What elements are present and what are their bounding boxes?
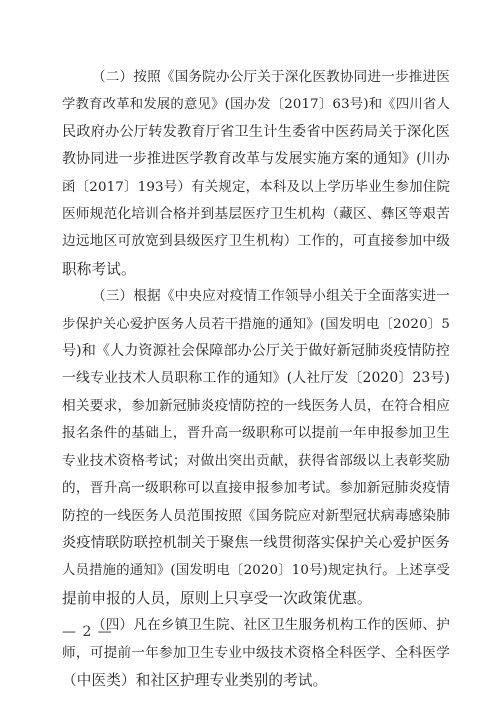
text-line: （二）按照《国务院办公厅关于深化医教协同进一步推进医 [92, 69, 450, 85]
text-line: 炎疫情联防联控机制关于聚焦一线贯彻落实保护关心爱护医务 [62, 534, 450, 551]
text-line: 专业技术资格考试；对做出突出贡献，获得省部级以上表彰奖励 [62, 452, 450, 469]
text-line: 医师规范化培训合格并到基层医疗卫生机构（藏区、彝区等艰苦 [62, 206, 450, 223]
text-line: 相关要求，参加新冠肺炎疫情防控的一线医务人员，在符合相应 [62, 397, 450, 414]
text-line: 教协同进一步推进医学教育改革与发展实施方案的通知》(川办 [62, 151, 450, 168]
text-line: 边远地区可放宽到县级医疗卫生机构）工作的，可直接参加中级 [62, 233, 450, 250]
text-line: 提前申报的人员，原则上只享受一次政策优惠。 [62, 589, 372, 607]
text-line: 学教育改革和发展的意见》(国办发〔2017〕63号)和《四川省人 [62, 97, 450, 113]
text-line: 号)和《人力资源社会保障部办公厅关于做好新冠肺炎疫情防控 [62, 343, 450, 360]
paragraph-section-2 [62, 64, 450, 283]
text-line: 函〔2017〕193号）有关规定，本科及以上学历毕业生参加住院 [62, 179, 450, 195]
text-line: 步保护关心爱护医务人员若干措施的通知》(国发明电〔2020〕5 [62, 316, 450, 332]
paragraph-section-3 [62, 283, 450, 612]
text-line: （四）凡在乡镇卫生院、社区卫生服务机构工作的医师、护 [92, 617, 450, 634]
paragraph-section-4 [62, 612, 450, 694]
text-line: 民政府办公厅转发教育厅省卫生计生委省中医药局关于深化医 [62, 123, 450, 140]
page-number: — 2 — [62, 624, 113, 640]
text-line: 报名条件的基础上，晋升高一级职称可以提前一年申报参加卫生 [62, 425, 450, 442]
text-line: 职称考试。 [62, 260, 136, 278]
text-line: （中医类）和社区护理专业类别的考试。 [62, 671, 328, 689]
text-line: 师，可提前一年参加卫生专业中级技术资格全科医学、全科医学 [62, 644, 450, 661]
text-line: （三）根据《中央应对疫情工作领导小组关于全面落实进一 [92, 288, 450, 305]
document-body [62, 64, 450, 694]
text-line: 的，晋升高一级职称可以直接申报参加考试。参加新冠肺炎疫情 [62, 480, 450, 497]
text-line: 防控的一线医务人员范围按照《国务院应对新型冠状病毒感染肺 [62, 507, 450, 524]
text-line: 一线专业技术人员职称工作的通知》(人社厅发〔2020〕23号) [62, 370, 450, 387]
text-line: 人员措施的通知》(国发明电〔2020〕10号)规定执行。上述享受 [62, 563, 450, 579]
